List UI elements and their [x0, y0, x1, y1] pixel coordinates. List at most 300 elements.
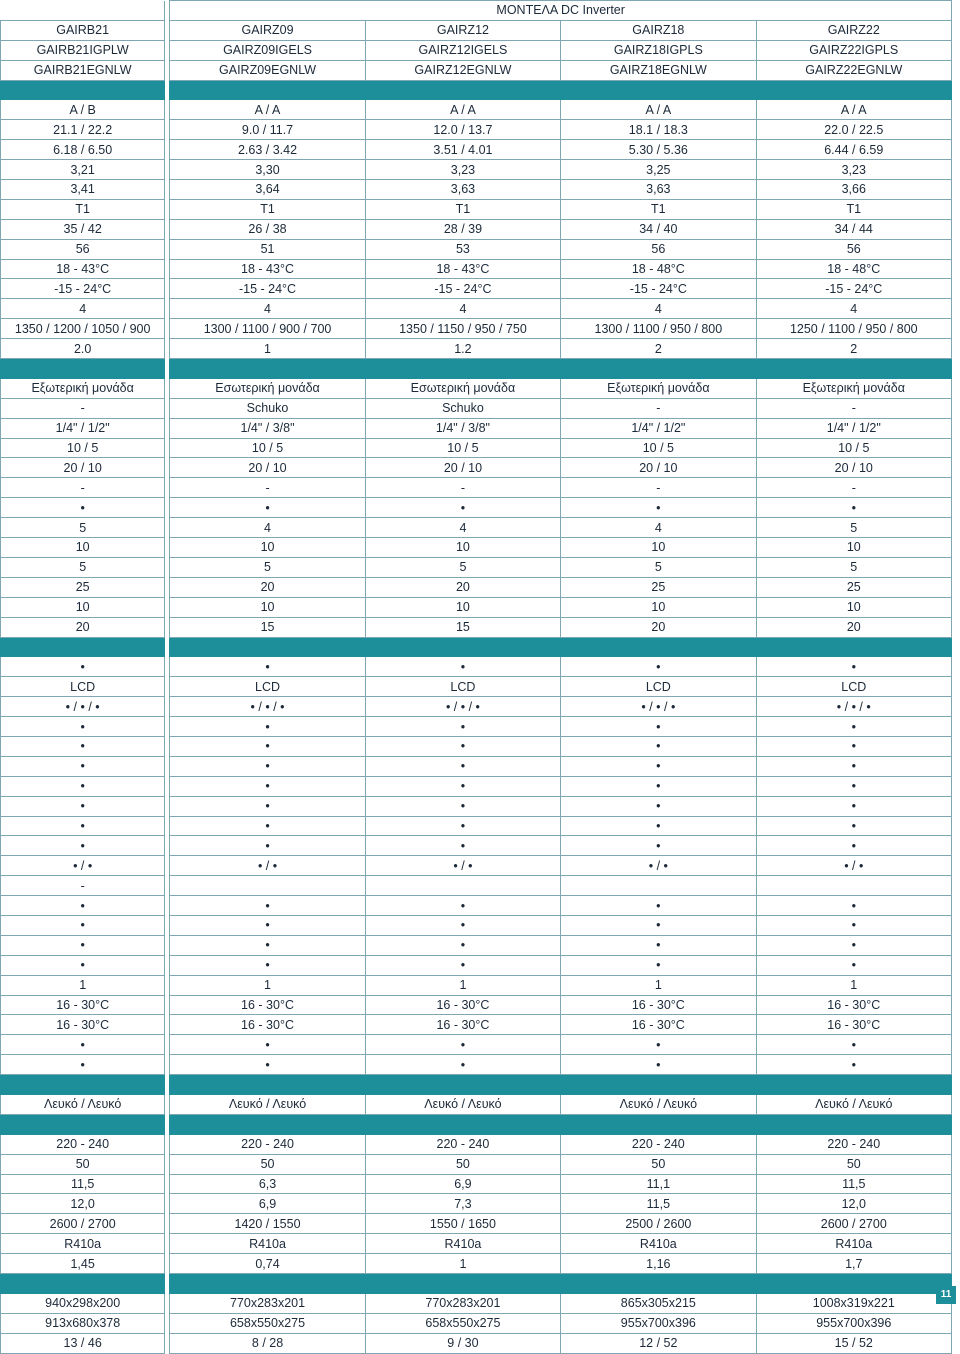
spec-cell: • / • / •	[1, 697, 165, 717]
spec-cell: •	[756, 736, 951, 756]
spec-cell: 56	[1, 239, 165, 259]
spec-row	[1, 836, 952, 856]
spec-cell: •	[365, 796, 560, 816]
spec-row	[1, 160, 952, 180]
spec-row	[1, 1015, 952, 1035]
spec-cell: 1250 / 1100 / 950 / 800	[756, 319, 951, 339]
spec-cell: •	[561, 717, 756, 737]
spec-cell: •	[756, 915, 951, 935]
spec-cell: 28 / 39	[365, 219, 560, 239]
spec-cell: T1	[365, 199, 560, 219]
spec-cell: 1	[365, 975, 560, 995]
spec-cell: •	[170, 796, 365, 816]
spec-cell	[170, 876, 365, 896]
spec-cell: -	[170, 478, 365, 498]
spec-cell: 15 / 52	[756, 1333, 951, 1353]
spec-row	[1, 219, 952, 239]
section-band-cell	[756, 1114, 951, 1134]
spec-cell: 10 / 5	[561, 438, 756, 458]
spec-cell: Εσωτερική μονάδα	[170, 378, 365, 398]
spec-cell: LCD	[756, 677, 951, 697]
spec-cell: 1350 / 1200 / 1050 / 900	[1, 319, 165, 339]
spec-cell: 20 / 10	[170, 458, 365, 478]
spec-cell: •	[1, 896, 165, 916]
spec-cell: •	[756, 896, 951, 916]
spec-cell: 913x680x378	[1, 1313, 165, 1333]
spec-cell: • / •	[365, 856, 560, 876]
spec-cell: •	[561, 736, 756, 756]
spec-cell: 1	[561, 975, 756, 995]
spec-cell: 16 - 30°C	[561, 1015, 756, 1035]
spec-cell: 4	[1, 299, 165, 319]
spec-cell: 50	[561, 1154, 756, 1174]
spec-cell: •	[561, 915, 756, 935]
section-band-cell	[561, 1075, 756, 1095]
spec-cell: -15 - 24°C	[561, 279, 756, 299]
spec-cell: 3,21	[1, 160, 165, 180]
spec-cell: •	[756, 776, 951, 796]
spec-row	[1, 299, 952, 319]
spec-cell: 50	[756, 1154, 951, 1174]
spec-cell: 955x700x396	[756, 1313, 951, 1333]
spec-row	[1, 717, 952, 737]
spec-cell: •	[365, 935, 560, 955]
spec-cell: 5	[1, 518, 165, 538]
spec-row	[1, 538, 952, 558]
spec-cell: •	[756, 955, 951, 975]
spec-cell: LCD	[1, 677, 165, 697]
spec-cell: •	[756, 657, 951, 677]
spec-cell: GAIRZ18	[561, 20, 756, 40]
series-title: ΜΟΝΤΕΛΑ DC Inverter	[170, 1, 952, 21]
spec-row	[1, 796, 952, 816]
spec-row	[1, 418, 952, 438]
spec-cell: 1420 / 1550	[170, 1214, 365, 1234]
spec-cell: •	[170, 915, 365, 935]
spec-cell: 20 / 10	[1, 458, 165, 478]
spec-cell: LCD	[170, 677, 365, 697]
spec-cell: 16 - 30°C	[170, 1015, 365, 1035]
section-band-cell	[365, 637, 560, 657]
section-band-cell	[756, 80, 951, 100]
spec-row	[1, 120, 952, 140]
section-band	[1, 359, 952, 379]
spec-cell: A / A	[365, 100, 560, 120]
spec-row	[1, 896, 952, 916]
spec-cell: •	[756, 935, 951, 955]
spec-row	[1, 557, 952, 577]
spec-cell: GAIRZ12IGELS	[365, 40, 560, 60]
spec-cell: •	[1, 816, 165, 836]
spec-row	[1, 1214, 952, 1234]
spec-cell: •	[365, 736, 560, 756]
spec-cell: -	[561, 398, 756, 418]
spec-cell: •	[756, 498, 951, 518]
spec-cell: Εξωτερική μονάδα	[756, 378, 951, 398]
spec-cell: 6.18 / 6.50	[1, 140, 165, 160]
spec-cell: 3,66	[756, 180, 951, 200]
spec-cell: Λευκό / Λευκό	[756, 1094, 951, 1114]
spec-cell: •	[1, 955, 165, 975]
spec-cell: •	[170, 498, 365, 518]
spec-cell: 220 - 240	[1, 1134, 165, 1154]
spec-cell: 3,25	[561, 160, 756, 180]
spec-cell: T1	[561, 199, 756, 219]
spec-cell: •	[365, 836, 560, 856]
spec-row	[1, 458, 952, 478]
spec-cell: 11,5	[1, 1174, 165, 1194]
spec-table-body	[1, 1, 952, 1354]
spec-cell: -15 - 24°C	[756, 279, 951, 299]
spec-cell: 16 - 30°C	[1, 995, 165, 1015]
spec-cell: 1/4" / 3/8"	[170, 418, 365, 438]
section-band-cell	[365, 1075, 560, 1095]
spec-cell: GAIRZ22	[756, 20, 951, 40]
spec-cell: 12 / 52	[561, 1333, 756, 1353]
spec-cell: GAIRZ22IGPLS	[756, 40, 951, 60]
spec-cell: 4	[561, 299, 756, 319]
spec-cell: GAIRZ12EGNLW	[365, 60, 560, 80]
spec-cell: •	[365, 816, 560, 836]
spec-cell: 3,63	[561, 180, 756, 200]
spec-cell: •	[756, 756, 951, 776]
spec-cell: T1	[756, 199, 951, 219]
spec-row	[1, 995, 952, 1015]
spec-cell: •	[365, 896, 560, 916]
series-title-row	[1, 1, 952, 21]
section-band	[1, 1274, 952, 1294]
spec-cell: 56	[756, 239, 951, 259]
spec-cell: 6,9	[365, 1174, 560, 1194]
spec-cell: 9 / 30	[365, 1333, 560, 1353]
spec-row	[1, 239, 952, 259]
spec-row	[1, 1154, 952, 1174]
spec-cell: GAIRZ18IGPLS	[561, 40, 756, 60]
spec-row	[1, 756, 952, 776]
spec-cell: 20 / 10	[561, 458, 756, 478]
spec-cell: GAIRZ09EGNLW	[170, 60, 365, 80]
spec-cell: 0,74	[170, 1254, 365, 1274]
spec-cell: • / •	[756, 856, 951, 876]
spec-cell: 220 - 240	[756, 1134, 951, 1154]
spec-cell: -	[756, 478, 951, 498]
spec-cell: 50	[170, 1154, 365, 1174]
spec-cell: 8 / 28	[170, 1333, 365, 1353]
spec-cell: 4	[170, 518, 365, 538]
spec-cell: •	[170, 717, 365, 737]
spec-cell: 20	[170, 577, 365, 597]
spec-cell: 1	[1, 975, 165, 995]
spec-cell: •	[561, 816, 756, 836]
spec-cell: 16 - 30°C	[365, 1015, 560, 1035]
spec-cell: 10	[365, 538, 560, 558]
spec-row	[1, 776, 952, 796]
spec-cell: •	[756, 1035, 951, 1055]
spec-cell: 21.1 / 22.2	[1, 120, 165, 140]
spec-cell: Εξωτερική μονάδα	[1, 378, 165, 398]
spec-cell: T1	[170, 199, 365, 219]
spec-cell: • / •	[1, 856, 165, 876]
spec-cell: • / •	[561, 856, 756, 876]
spec-cell: 20	[561, 617, 756, 637]
spec-cell: -	[756, 398, 951, 418]
spec-row	[1, 856, 952, 876]
spec-cell: 1008x319x221	[756, 1293, 951, 1313]
spec-cell: 1/4" / 1/2"	[1, 418, 165, 438]
spec-cell: 3,64	[170, 180, 365, 200]
spec-row	[1, 1035, 952, 1055]
spec-cell: •	[1, 776, 165, 796]
spec-row	[1, 955, 952, 975]
spec-cell: •	[1, 717, 165, 737]
spec-row	[1, 697, 952, 717]
spec-row	[1, 498, 952, 518]
spec-cell: Λευκό / Λευκό	[1, 1094, 165, 1114]
spec-cell: •	[365, 915, 560, 935]
spec-row	[1, 1254, 952, 1274]
spec-cell: •	[170, 935, 365, 955]
spec-cell: •	[561, 756, 756, 776]
section-band-cell	[1, 1075, 165, 1095]
spec-cell: 955x700x396	[561, 1313, 756, 1333]
spec-row	[1, 1234, 952, 1254]
spec-cell: 10	[170, 597, 365, 617]
spec-cell: •	[365, 717, 560, 737]
spec-cell: 10	[1, 538, 165, 558]
spec-cell: 3,23	[365, 160, 560, 180]
spec-cell: 4	[365, 518, 560, 538]
spec-cell: 658x550x275	[365, 1313, 560, 1333]
spec-cell: •	[365, 1055, 560, 1075]
spec-cell: 10 / 5	[170, 438, 365, 458]
spec-cell: 35 / 42	[1, 219, 165, 239]
spec-cell: •	[756, 816, 951, 836]
spec-cell: •	[561, 796, 756, 816]
spec-cell: •	[561, 1035, 756, 1055]
spec-cell: R410a	[1, 1234, 165, 1254]
spec-cell: 1	[170, 339, 365, 359]
spec-cell: 22.0 / 22.5	[756, 120, 951, 140]
spec-cell: 18 - 48°C	[561, 259, 756, 279]
spec-cell: •	[170, 896, 365, 916]
section-band-cell	[170, 1114, 365, 1134]
spec-cell: 1,16	[561, 1254, 756, 1274]
spec-cell: Λευκό / Λευκό	[365, 1094, 560, 1114]
spec-cell: Εσωτερική μονάδα	[365, 378, 560, 398]
section-band-cell	[170, 359, 365, 379]
spec-row	[1, 1293, 952, 1313]
spec-row	[1, 199, 952, 219]
spec-cell: GAIRB21	[1, 20, 165, 40]
spec-cell: 10	[1, 597, 165, 617]
spec-row	[1, 319, 952, 339]
spec-row	[1, 975, 952, 995]
spec-cell: 15	[170, 617, 365, 637]
spec-cell: 770x283x201	[170, 1293, 365, 1313]
spec-row	[1, 478, 952, 498]
section-band-cell	[561, 637, 756, 657]
spec-cell: 18.1 / 18.3	[561, 120, 756, 140]
spec-cell: 56	[561, 239, 756, 259]
spec-cell: Εξωτερική μονάδα	[561, 378, 756, 398]
spec-cell: •	[756, 717, 951, 737]
section-band	[1, 80, 952, 100]
spec-cell: •	[1, 836, 165, 856]
spec-cell: 10 / 5	[756, 438, 951, 458]
spec-row	[1, 617, 952, 637]
spec-cell: •	[365, 955, 560, 975]
spec-cell: 1	[365, 1254, 560, 1274]
spec-cell: •	[561, 1055, 756, 1075]
section-band-cell	[170, 1075, 365, 1095]
spec-cell: 2.63 / 3.42	[170, 140, 365, 160]
spec-cell: R410a	[365, 1234, 560, 1254]
spec-cell: 1,45	[1, 1254, 165, 1274]
section-band-cell	[170, 1274, 365, 1294]
spec-cell: 2	[756, 339, 951, 359]
spec-cell: 1300 / 1100 / 950 / 800	[561, 319, 756, 339]
spec-cell: GAIRZ12	[365, 20, 560, 40]
spec-cell: -	[365, 478, 560, 498]
spec-row	[1, 1174, 952, 1194]
spec-row	[1, 180, 952, 200]
spec-cell: •	[1, 498, 165, 518]
spec-cell: •	[1, 915, 165, 935]
spec-cell: A / A	[561, 100, 756, 120]
spec-cell: Λευκό / Λευκό	[561, 1094, 756, 1114]
spec-row	[1, 935, 952, 955]
spec-cell: 51	[170, 239, 365, 259]
spec-cell: R410a	[170, 1234, 365, 1254]
spec-cell: 10	[756, 538, 951, 558]
spec-cell: 4	[756, 299, 951, 319]
section-band-cell	[170, 80, 365, 100]
spec-cell: 25	[1, 577, 165, 597]
section-band-cell	[365, 80, 560, 100]
spec-cell: LCD	[365, 677, 560, 697]
section-band-cell	[365, 1114, 560, 1134]
model-row	[1, 20, 952, 40]
spec-row	[1, 1194, 952, 1214]
spec-cell: LCD	[561, 677, 756, 697]
spec-cell: 12,0	[756, 1194, 951, 1214]
section-band-cell	[561, 1114, 756, 1134]
spec-cell: 1/4" / 1/2"	[561, 418, 756, 438]
spec-row	[1, 259, 952, 279]
spec-cell: 20 / 10	[756, 458, 951, 478]
spec-cell: GAIRB21EGNLW	[1, 60, 165, 80]
section-band	[1, 637, 952, 657]
spec-cell: -15 - 24°C	[365, 279, 560, 299]
spec-cell: •	[561, 836, 756, 856]
spec-cell: 53	[365, 239, 560, 259]
spec-cell: •	[170, 776, 365, 796]
section-band-cell	[365, 359, 560, 379]
spec-row	[1, 398, 952, 418]
spec-cell: -	[1, 478, 165, 498]
section-band-cell	[365, 1274, 560, 1294]
spec-row	[1, 140, 952, 160]
spec-cell: 12.0 / 13.7	[365, 120, 560, 140]
spec-cell: GAIRB21IGPLW	[1, 40, 165, 60]
spec-cell: R410a	[756, 1234, 951, 1254]
spec-cell: GAIRZ09IGELS	[170, 40, 365, 60]
spec-cell	[561, 876, 756, 896]
spec-cell: 220 - 240	[170, 1134, 365, 1154]
spec-cell: •	[170, 756, 365, 776]
spec-cell: 6.44 / 6.59	[756, 140, 951, 160]
spec-cell: 9.0 / 11.7	[170, 120, 365, 140]
spec-cell: 5	[365, 557, 560, 577]
spec-cell: • / • / •	[756, 697, 951, 717]
spec-cell: •	[561, 498, 756, 518]
spec-cell: 10	[170, 538, 365, 558]
spec-cell: 1	[170, 975, 365, 995]
spec-row	[1, 876, 952, 896]
spec-cell: •	[170, 657, 365, 677]
spec-row	[1, 279, 952, 299]
section-band-cell	[1, 359, 165, 379]
spec-cell: •	[170, 816, 365, 836]
spec-cell: -15 - 24°C	[1, 279, 165, 299]
spec-cell: 7,3	[365, 1194, 560, 1214]
spec-cell: •	[561, 776, 756, 796]
spec-cell: •	[170, 1055, 365, 1075]
section-band	[1, 1075, 952, 1095]
spec-cell: R410a	[561, 1234, 756, 1254]
spec-cell: •	[170, 836, 365, 856]
spec-cell: 10	[561, 597, 756, 617]
spec-cell	[756, 876, 951, 896]
section-band-cell	[756, 1075, 951, 1095]
spec-cell: -	[561, 478, 756, 498]
spec-cell: GAIRZ18EGNLW	[561, 60, 756, 80]
spec-cell: 770x283x201	[365, 1293, 560, 1313]
spec-cell: 3,41	[1, 180, 165, 200]
spec-cell: 34 / 44	[756, 219, 951, 239]
spec-cell: 18 - 43°C	[365, 259, 560, 279]
spec-cell	[365, 876, 560, 896]
spec-cell: 220 - 240	[365, 1134, 560, 1154]
spec-cell: 16 - 30°C	[365, 995, 560, 1015]
spec-cell: •	[170, 736, 365, 756]
spec-cell: 4	[561, 518, 756, 538]
spec-cell: •	[561, 935, 756, 955]
spec-cell: 940x298x200	[1, 1293, 165, 1313]
spec-cell: 16 - 30°C	[561, 995, 756, 1015]
spec-cell: 50	[365, 1154, 560, 1174]
spec-cell: 50	[1, 1154, 165, 1174]
spec-cell: • / •	[170, 856, 365, 876]
spec-row	[1, 1055, 952, 1075]
spec-cell: -15 - 24°C	[170, 279, 365, 299]
spec-cell: 16 - 30°C	[170, 995, 365, 1015]
section-band-cell	[756, 637, 951, 657]
spec-cell: 10 / 5	[1, 438, 165, 458]
spec-cell: 11,5	[561, 1194, 756, 1214]
spec-cell: 3,30	[170, 160, 365, 180]
spec-cell: •	[561, 657, 756, 677]
spec-row	[1, 1094, 952, 1114]
spec-cell: 11,1	[561, 1174, 756, 1194]
spec-cell: •	[365, 498, 560, 518]
title-spacer-cell	[1, 1, 165, 21]
spec-cell: 18 - 43°C	[170, 259, 365, 279]
spec-cell: A / B	[1, 100, 165, 120]
spec-cell: • / • / •	[365, 697, 560, 717]
spec-cell: 1350 / 1150 / 950 / 750	[365, 319, 560, 339]
spec-cell: 16 - 30°C	[1, 1015, 165, 1035]
